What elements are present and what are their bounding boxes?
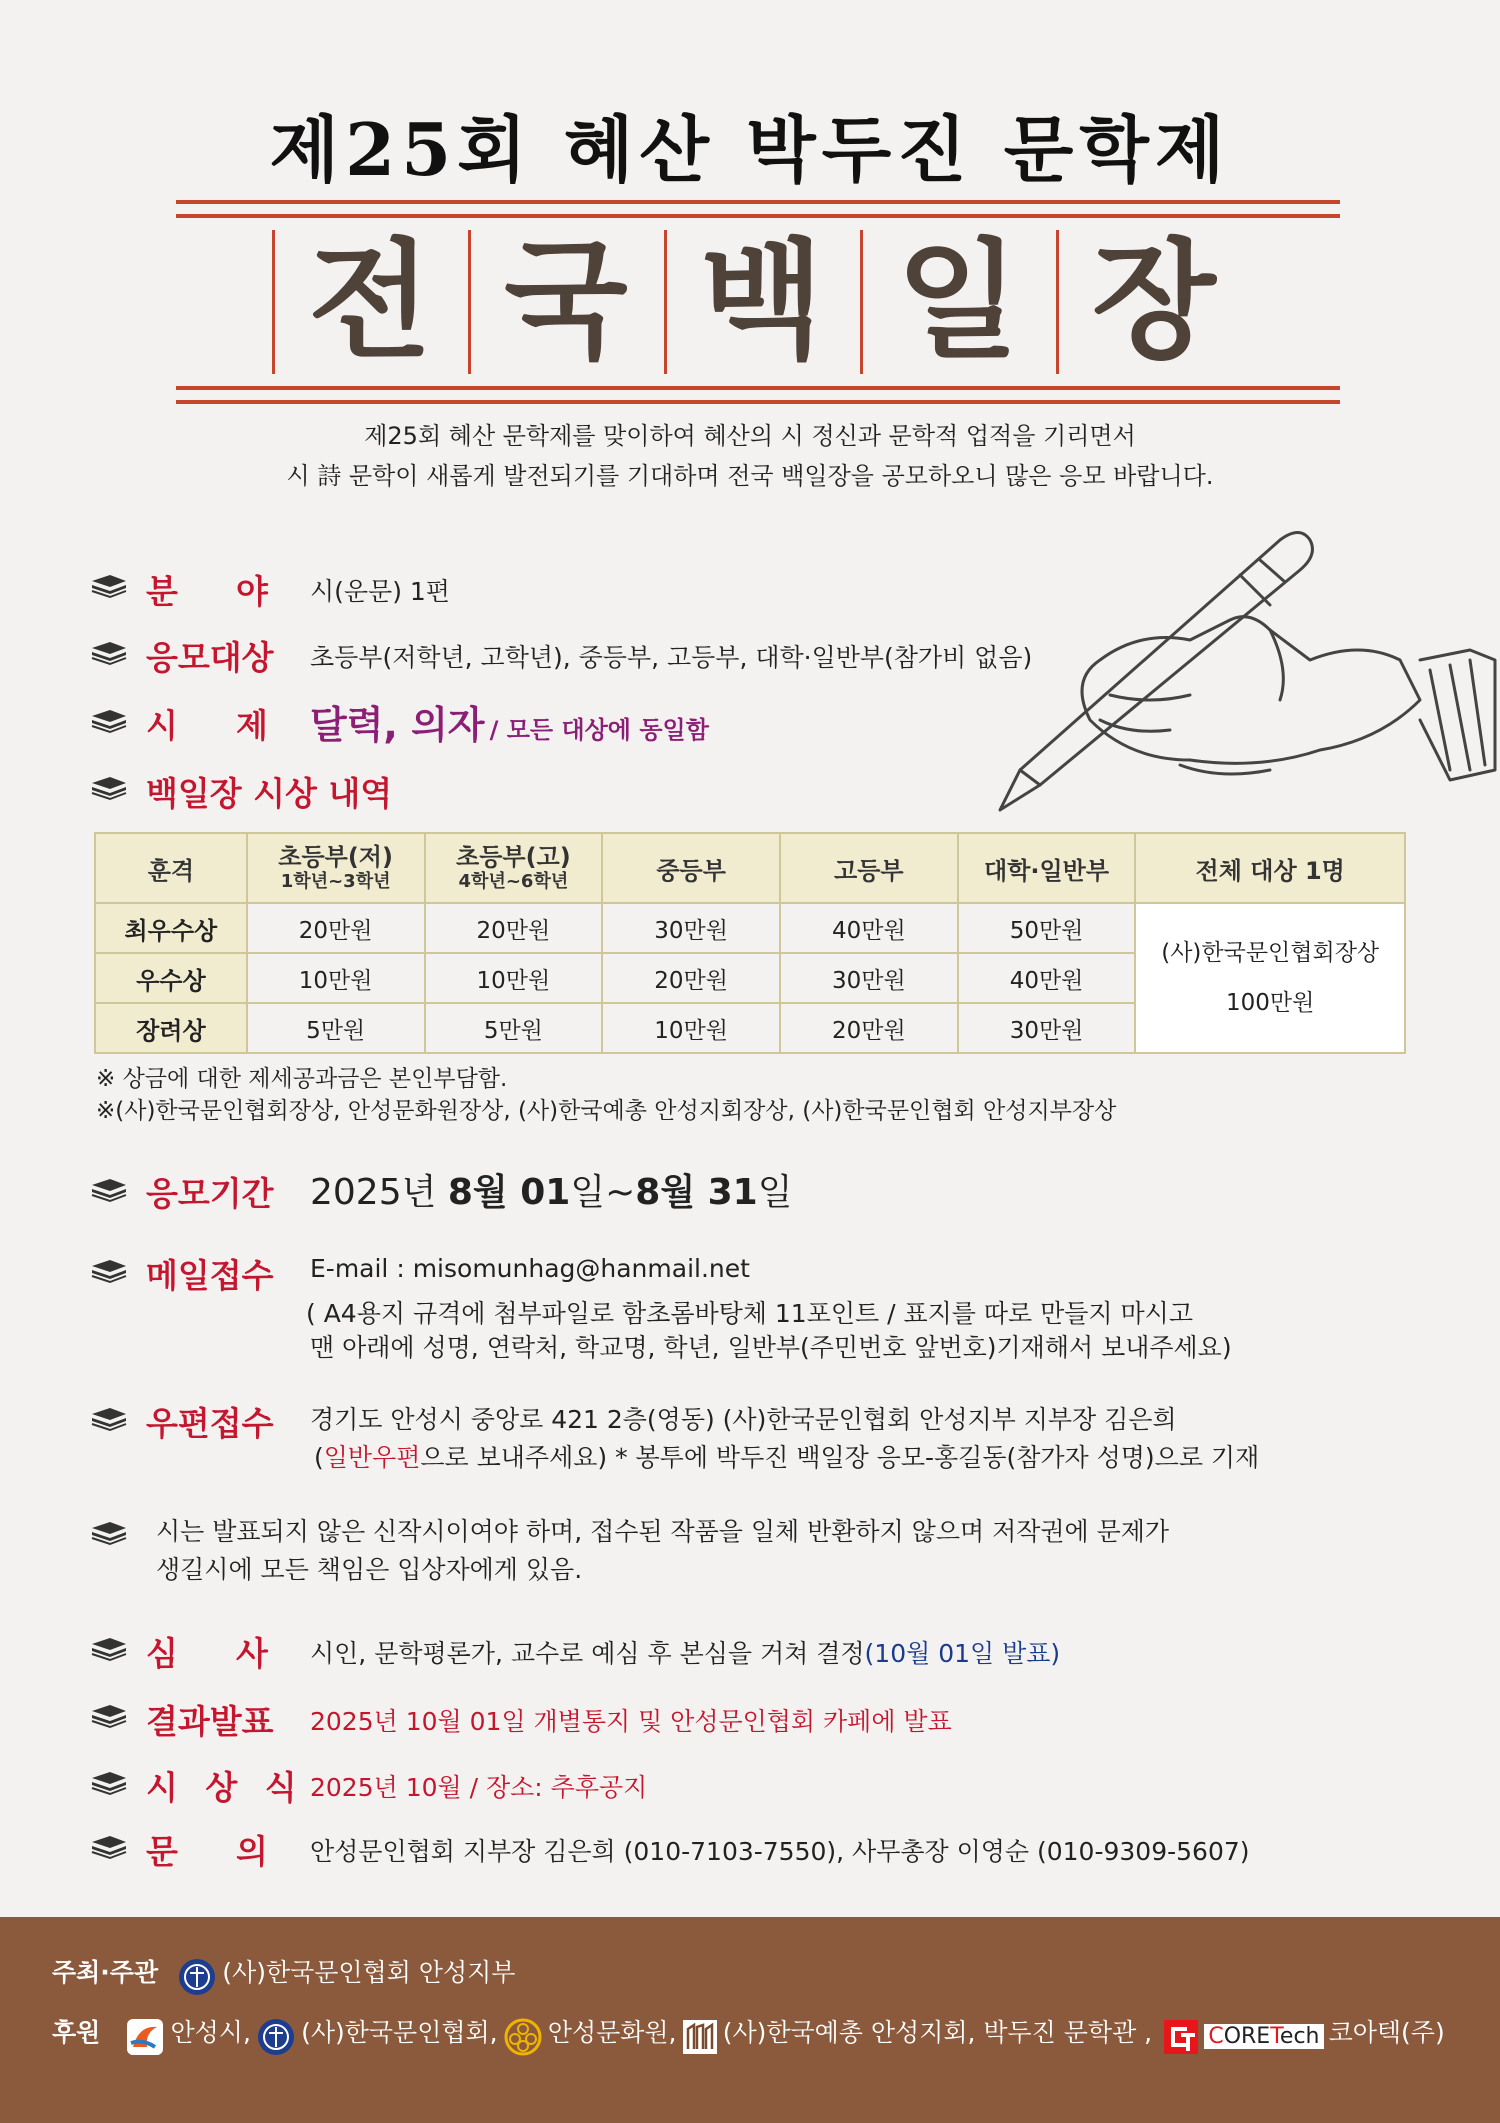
book-stack-icon: [90, 775, 128, 801]
sponsor-writers: (사)한국문인협회,: [301, 2018, 498, 2047]
table-header-cell: 훈격: [95, 833, 247, 903]
cultural-center-logo-icon: [503, 2017, 543, 2057]
host-name: (사)한국문인협회 안성지부: [222, 1958, 516, 1987]
theme-row: [310, 694, 709, 749]
label-judging: 심 사: [146, 1634, 268, 1673]
table-cell: 20만원: [780, 1003, 958, 1053]
table-cell: 30만원: [958, 1003, 1136, 1053]
book-stack-icon: [90, 1258, 128, 1284]
sponsor-coretech: 코아텍(주): [1328, 2018, 1445, 2047]
label-awards: 백일장 시상 내역: [146, 774, 393, 813]
footer: [0, 1917, 1500, 2123]
prize-table: [94, 832, 1406, 1054]
book-stack-icon: [90, 1520, 128, 1546]
book-stack-icon: [90, 708, 128, 734]
footer-host-row: [52, 1953, 515, 1997]
table-cell: 5만원: [247, 1003, 425, 1053]
table-cell: 10만원: [602, 1003, 780, 1053]
post-address: 경기도 안성시 중앙로 421 2층(영동) (사)한국문인협회 안성지부 지부장 김은희: [310, 1405, 1177, 1434]
writers-association-logo-icon: [256, 2017, 296, 2057]
title-char-5: 장: [1092, 227, 1216, 376]
table-cell: 40만원: [780, 903, 958, 953]
writers-association-logo-icon: [177, 1957, 217, 1997]
anseong-city-logo-icon: [125, 2017, 165, 2057]
intro-line-2: 시 詩 문학이 새롭게 발전되기를 기대하며 전국 백일장을 공모하오니 많은 응모 바랍니다.: [286, 462, 1214, 490]
title-char-3: 백: [700, 227, 824, 376]
sponsor-cultural-center: 안성문화원,: [547, 2018, 677, 2047]
label-inquiry: 문 의: [146, 1832, 268, 1871]
field-text: 시(운문) 1편: [310, 577, 450, 606]
table-cell: 50만원: [958, 903, 1136, 953]
table-row-header: 우수상: [95, 953, 247, 1003]
title-char-4: 일: [896, 227, 1020, 376]
table-header-cell: 중등부: [602, 833, 780, 903]
label-field: 분 야: [146, 572, 268, 611]
book-stack-icon: [90, 1703, 128, 1729]
label-result: 결과발표: [146, 1702, 274, 1741]
table-header-row: [95, 833, 1405, 903]
event-title: 제25회 혜산 박두진 문학제: [269, 107, 1231, 192]
label-post: 우편접수: [146, 1404, 274, 1443]
label-target: 응모대상: [146, 638, 274, 677]
table-header-cell: 초등부(저) 1학년~3학년: [247, 833, 425, 903]
grand-prize-amount: 100만원: [1226, 990, 1315, 1016]
sponsor-anseong: 안성시,: [170, 2018, 251, 2047]
table-header-cell: 초등부(고) 4학년~6학년: [425, 833, 603, 903]
rule-line-1: 시는 발표되지 않은 신작시이여야 하며, 접수된 작품을 일체 반환하지 않으며 저작권에 문제가: [156, 1517, 1170, 1546]
inquiry-text: 안성문인협회 지부장 김은희 (010-7103-7550), 사무총장 이영순 (010-9309-5607): [310, 1837, 1250, 1866]
grand-prize-cell: [1135, 903, 1405, 1053]
title-char-2: 국: [504, 227, 628, 376]
table-row-header: 최우수상: [95, 903, 247, 953]
theme-value: 달력, 의자: [310, 703, 485, 747]
table-cell: 10만원: [247, 953, 425, 1003]
table-header-cell: 전체 대상 1명: [1135, 833, 1405, 903]
tax-note: ※ 상금에 대한 제세공과금은 본인부담함.: [96, 1066, 508, 1092]
book-stack-icon: [90, 1177, 128, 1203]
title-char-1: 전: [308, 227, 432, 376]
table-row: [95, 903, 1405, 953]
table-header-cell: 대학·일반부: [958, 833, 1136, 903]
table-cell: 20만원: [247, 903, 425, 953]
target-text: 초등부(저학년, 고학년), 중등부, 고등부, 대학·일반부(참가비 없음): [310, 643, 1033, 672]
table-cell: 20만원: [425, 903, 603, 953]
table-cell: 10만원: [425, 953, 603, 1003]
book-stack-icon: [90, 1770, 128, 1796]
theme-note: / 모든 대상에 동일함: [489, 716, 709, 744]
footer-sponsor-row: [52, 2013, 1445, 2057]
period-text: 2025년 8월 01일~8월 31일: [310, 1172, 793, 1213]
table-cell: 5만원: [425, 1003, 603, 1053]
grand-prize-name: (사)한국문인협회장상: [1161, 940, 1380, 966]
label-email: 메일접수: [146, 1256, 274, 1295]
book-stack-icon: [90, 1834, 128, 1860]
book-stack-icon: [90, 573, 128, 599]
book-stack-icon: [90, 1636, 128, 1662]
awards-note: ※(사)한국문인협회장상, 안성문화원장상, (사)한국예총 안성지회장상, (사)한국문인협회 안성지부장상: [96, 1098, 1117, 1124]
label-ceremony: 시 상 식: [146, 1768, 305, 1807]
main-title-band: [176, 200, 1340, 404]
email-instructions-1: ( A4용지 규격에 첨부파일로 함초롬바탕체 11포인트 / 표지를 따로 만들지 마시고: [306, 1299, 1193, 1328]
table-cell: 30만원: [780, 953, 958, 1003]
host-label: 주최·주관: [52, 1958, 159, 1987]
table-row-header: 장려상: [95, 1003, 247, 1053]
table-cell: 20만원: [602, 953, 780, 1003]
book-stack-icon: [90, 1406, 128, 1432]
book-stack-icon: [90, 640, 128, 666]
coretech-wordmark: CORETech: [1204, 2024, 1323, 2049]
sponsor-arts-federation: (사)한국예총 안성지회, 박두진 문학관 ,: [722, 2018, 1153, 2047]
table-cell: 30만원: [602, 903, 780, 953]
intro-text: [0, 416, 1500, 496]
label-period: 응모기간: [146, 1174, 274, 1213]
label-theme: 시 제: [146, 706, 268, 745]
ceremony-text: 2025년 10월 / 장소: 추후공지: [310, 1773, 648, 1802]
post-instructions: (일반우편으로 보내주세요) * 봉투에 박두진 백일장 응모-홍길동(참가자 성명)으로 기재: [314, 1443, 1260, 1472]
hand-pen-illustration: [980, 520, 1500, 820]
email-address[interactable]: E-mail : misomunhag@hanmail.net: [310, 1254, 750, 1283]
intro-line-1: 제25회 혜산 문학제를 맞이하여 혜산의 시 정신과 문학적 업적을 기리면서: [364, 422, 1136, 450]
email-instructions-2: 맨 아래에 성명, 연락처, 학교명, 학년, 일반부(주민번호 앞번호)기재해서 보내주세요): [310, 1333, 1232, 1362]
arts-federation-logo-icon: [682, 2019, 718, 2055]
sponsor-label: 후원: [52, 2018, 101, 2047]
result-text: 2025년 10월 01일 개별통지 및 안성문인협회 카페에 발표: [310, 1707, 952, 1736]
table-cell: 40만원: [958, 953, 1136, 1003]
table-header-cell: 고등부: [780, 833, 958, 903]
rule-line-2: 생길시에 모든 책임은 입상자에게 있음.: [156, 1555, 583, 1584]
coretech-logo-icon: [1163, 2019, 1199, 2055]
judging-text: 시인, 문학평론가, 교수로 예심 후 본심을 거쳐 결정(10월 01일 발표): [310, 1639, 1061, 1668]
